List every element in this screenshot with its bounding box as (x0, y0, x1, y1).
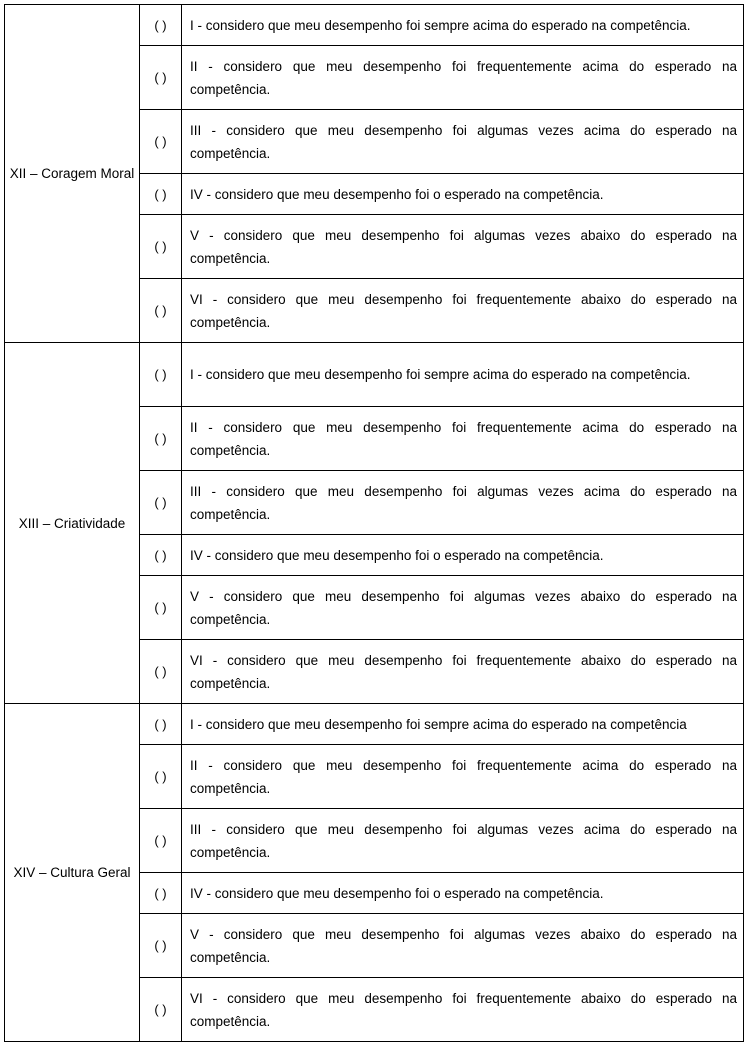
rating-option-text: VI - considero que meu desempenho foi frequentemente abaixo do esperado na competência. (182, 978, 744, 1042)
rating-option-text: VI - considero que meu desempenho foi frequentemente abaixo do esperado na competência. (182, 640, 744, 704)
rating-checkbox[interactable]: ( ) (140, 343, 182, 407)
rating-option-text: VI - considero que meu desempenho foi frequentemente abaixo do esperado na competência. (182, 279, 744, 343)
competency-name: XII – Coragem Moral (5, 5, 140, 343)
rating-checkbox[interactable]: ( ) (140, 914, 182, 978)
rating-checkbox[interactable]: ( ) (140, 46, 182, 110)
rating-checkbox[interactable]: ( ) (140, 174, 182, 215)
rating-checkbox[interactable]: ( ) (140, 873, 182, 914)
rating-checkbox[interactable]: ( ) (140, 978, 182, 1042)
rating-option-text: IV - considero que meu desempenho foi o esperado na competência. (182, 535, 744, 576)
rating-option-text: I - considero que meu desempenho foi sempre acima do esperado na competência (182, 704, 744, 745)
rating-option-text: III - considero que meu desempenho foi algumas vezes acima do esperado na competência. (182, 110, 744, 174)
self-assessment-table (4, 4, 744, 1042)
competency-name: XIV – Cultura Geral (5, 704, 140, 1042)
rating-checkbox[interactable]: ( ) (140, 745, 182, 809)
rating-option-text: II - considero que meu desempenho foi frequentemente acima do esperado na competência. (182, 745, 744, 809)
rating-checkbox[interactable]: ( ) (140, 471, 182, 535)
rating-checkbox[interactable]: ( ) (140, 5, 182, 46)
rating-checkbox[interactable]: ( ) (140, 110, 182, 174)
rating-option-text: II - considero que meu desempenho foi frequentemente acima do esperado na competência. (182, 407, 744, 471)
rating-checkbox[interactable]: ( ) (140, 535, 182, 576)
rating-checkbox[interactable]: ( ) (140, 640, 182, 704)
rating-option-text: III - considero que meu desempenho foi algumas vezes acima do esperado na competência. (182, 809, 744, 873)
rating-checkbox[interactable]: ( ) (140, 279, 182, 343)
rating-checkbox[interactable]: ( ) (140, 704, 182, 745)
rating-option-text: I - considero que meu desempenho foi sempre acima do esperado na competência. (182, 343, 744, 407)
rating-option-text: II - considero que meu desempenho foi frequentemente acima do esperado na competência. (182, 46, 744, 110)
rating-checkbox[interactable]: ( ) (140, 407, 182, 471)
rating-option-text: V - considero que meu desempenho foi algumas vezes abaixo do esperado na competência. (182, 914, 744, 978)
rating-checkbox[interactable]: ( ) (140, 809, 182, 873)
rating-checkbox[interactable]: ( ) (140, 215, 182, 279)
rating-option-text: V - considero que meu desempenho foi algumas vezes abaixo do esperado na competência. (182, 215, 744, 279)
rating-checkbox[interactable]: ( ) (140, 576, 182, 640)
rating-option-text: IV - considero que meu desempenho foi o esperado na competência. (182, 873, 744, 914)
rating-option-text: III - considero que meu desempenho foi algumas vezes acima do esperado na competência. (182, 471, 744, 535)
rating-option-text: V - considero que meu desempenho foi algumas vezes abaixo do esperado na competência. (182, 576, 744, 640)
competency-name: XIII – Criatividade (5, 343, 140, 704)
rating-option-text: IV - considero que meu desempenho foi o esperado na competência. (182, 174, 744, 215)
rating-option-text: I - considero que meu desempenho foi sempre acima do esperado na competência. (182, 5, 744, 46)
